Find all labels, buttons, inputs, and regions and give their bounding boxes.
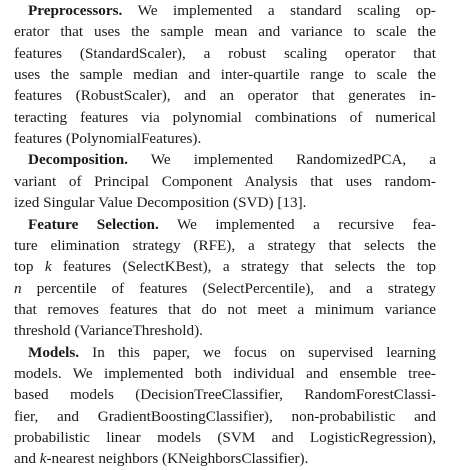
paragraph-models-line-4: fier, and GradientBoostingClassifier), non-probabilistic and (14, 407, 436, 425)
paragraph-models-line-2: models. We implemented both individual and ensemble tree- (14, 364, 436, 382)
paragraph-models-line-1: Models. In this paper, we focus on supervised learning (28, 343, 436, 361)
paragraph-feature-selection-line-4: n percentile of features (SelectPercentile), and a strategy (14, 279, 436, 297)
heading-models: Models. (28, 343, 80, 361)
paragraph-preprocessors-line-5: features (RobustScaler), and an operator that generates in- (14, 87, 436, 105)
paragraph-models-line-6: and k-nearest neighbors (KNeighborsClassifier). (14, 450, 309, 468)
paragraph-feature-selection-line-5: that removes features that do not meet a minimum variance (14, 300, 436, 318)
paragraph-models-line-3: based models (DecisionTreeClassifier, RandomForestClassi- (14, 386, 436, 404)
paragraph-feature-selection-line-3: top k features (SelectKBest), a strategy that selects the top (14, 258, 436, 276)
heading-feature-selection: Feature Selection. (28, 215, 159, 233)
paragraph-preprocessors-line-3: features (StandardScaler), a robust scaling operator that (14, 44, 436, 62)
paragraph-models-line-5: probabilistic linear models (SVM and LogisticRegression), (14, 429, 436, 446)
heading-preprocessors: Preprocessors. (28, 2, 123, 19)
paragraph-decomposition-line-2: variant of Principal Component Analysis that uses random- (14, 172, 436, 190)
italic-n: n (14, 279, 22, 297)
paragraph-preprocessors-line-1: Preprocessors. We implemented a standard scaling op- (28, 2, 436, 19)
paragraph-preprocessors-line-6: teracting features via polynomial combinations of numerical (14, 108, 436, 126)
paragraph-preprocessors-line-4: uses the sample median and inter-quartile range to scale the (14, 66, 436, 84)
paragraph-feature-selection-line-1: Feature Selection. We implemented a recursive fea- (28, 215, 436, 233)
heading-decomposition: Decomposition. (28, 151, 128, 169)
italic-k-models: k (39, 450, 47, 468)
paragraph-preprocessors-line-2: erator that uses the sample mean and variance to scale the (14, 23, 436, 41)
paragraph-decomposition-line-1: Decomposition. We implemented RandomizedPCA, a (28, 151, 436, 169)
italic-k: k (44, 258, 52, 276)
paragraph-feature-selection-line-2: ture elimination strategy (RFE), a strategy that selects the (14, 236, 436, 254)
paragraph-preprocessors-line-7: features (PolynomialFeatures). (14, 130, 202, 148)
paragraph-decomposition-line-3: ized Singular Value Decomposition (SVD) [13]. (14, 194, 307, 212)
paragraph-feature-selection-line-6: threshold (VarianceThreshold). (14, 322, 203, 340)
